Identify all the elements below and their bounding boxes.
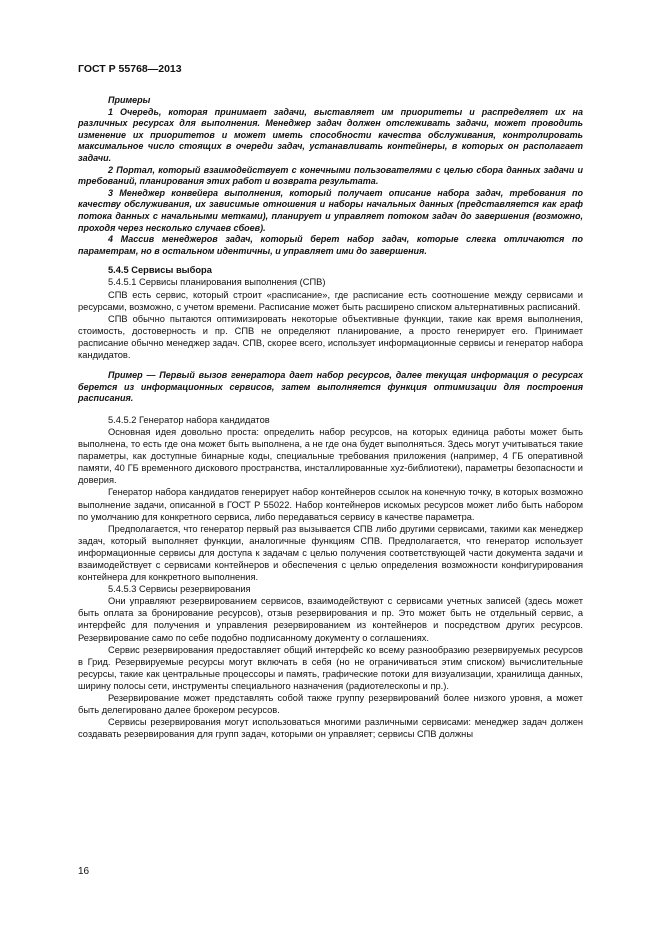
example-item: 1 Очередь, которая принимает задачи, выставляет им приоритеты и распределяет их на различных ресурсах для выполнения. Менеджер задач должен отслеживать задачи, может проводить изменение их приоритетов и может иметь способности качества обслуживания, контролировать максимальное число стоящих в очереди задач, устанавливать контейнеры, в которых он располагает задачи. <box>78 106 583 163</box>
paragraph: Предполагается, что генератор первый раз вызывается СПВ либо другими сервисами, такими как менеджер задач, который выполняет функции, аналогичные функциям СПВ. Предполагается, что генератор использует информационные сервисы для доступа к задачам с целью получения соответствующей части документа задачи и взаимодействует с сервисами контейнеров и обеспечения с целью определения возможности конфигурирования контейнера для конкретного выполнения. <box>78 523 583 583</box>
example-item: 3 Менеджер конвейера выполнения, который получает описание набора задач, требования по качеству обслуживания, их зависимые отношения и наборы начальных данных (представляется как граф потока данных с начальными метками), планирует и управляет потоком задач до завершения (возможно, проходя через несколько случаев сбоев). <box>78 187 583 233</box>
paragraph: Резервирование может представлять собой также группу резервирований более низкого уровня, а может быть делегировано далее брокером ресурсов. <box>78 693 583 716</box>
examples-title: Примеры <box>108 95 151 105</box>
paragraph: СПВ обычно пытаются оптимизировать некоторые объективные функции, такие как время выполнения, стоимость, достоверность и пр. СПВ не определяют планирование, а просто генерирует его. Принимает расписание обычно менеджер задач. СПВ, скорее всего, использует информационные сервисы и генератор набора кандидатов. <box>78 313 583 360</box>
subsection-heading-5-4-5-1: 5.4.5.1 Сервисы планирования выполнения (СПВ) <box>108 277 326 288</box>
subsection-heading-5-4-5-2: 5.4.5.2 Генератор набора кандидатов <box>108 414 270 425</box>
paragraph: Сервисы резервирования могут использоваться многими различными сервисами: менеджер задач должен создавать резервирования для групп задач, которыми он управляет; сервисы СПВ должны <box>78 717 583 740</box>
page-content <box>78 95 583 740</box>
paragraph: Они управляют резервированием сервисов, взаимодействуют с сервисами учетных записей (здесь может быть оплата за бронирование ресурсов), отзыв резервирования и пр. Это может быть не отдельный сервис, а интерфейс для получения и управления резервированием из контейнеров и посредством других ресурсов. Резервирование само по себе подобно подписанному документу о соглашениях. <box>78 596 583 643</box>
document-code: ГОСТ Р 55768—2013 <box>78 63 182 75</box>
page-number: 16 <box>78 866 90 877</box>
paragraph: Сервис резервирования предоставляет общий интерфейс ко всему разнообразию резервируемых ресурсов в Грид. Резервируемые ресурсы могут включать в себя (но не ограничиваться этим списком) вычислительные ресурсы, такие как центральные процессоры и память, графические потоки для визуализации, хранилища данных, ширину полосы сети, инструменты специального назначения (радиотелескопы и пр.). <box>78 644 583 691</box>
examples-block <box>78 95 583 257</box>
example-item: 4 Массив менеджеров задач, который берет набор задач, которые слегка отличаются по параметрам, но в остальном идентичны, и управляет ими до завершения. <box>78 234 583 256</box>
paragraph: Генератор набора кандидатов генерирует набор контейнеров ссылок на конечную точку, в которых возможно выполнение задачи, описанной в ГОСТ Р 55022. Набор контейнеров искомых ресурсов может либо быть набором по умолчанию для конкретного сервиса, либо передаваться сервису в качестве параметра. <box>78 487 583 522</box>
section-heading-5-4-5: 5.4.5 Сервисы выбора <box>108 265 212 276</box>
subsection-heading-5-4-5-3: 5.4.5.3 Сервисы резервирования <box>108 584 251 595</box>
paragraph: СПВ есть сервис, который строит «расписание», где расписание есть соотношение между сервисами и ресурсами, возможно, с учетом времени. Расписание может быть расширено списком альтернативных расписаний. <box>78 289 583 312</box>
example-note: Пример — Первый вызов генератора дает набор ресурсов, далее текущая информация о ресурсах берется из информационных сервисов, затем выполняется функция оптимизации для построения расписания. <box>78 370 583 404</box>
example-item: 2 Портал, который взаимодействует с конечными пользователями с целью сбора данных задачи и требований, планирования этих работ и возврата результата. <box>78 164 583 187</box>
paragraph: Основная идея довольно проста: определить набор ресурсов, на которых единица работы может быть выполнена, то есть где она может быть выполнена, а не где она будет выполняться. Здесь могут учитываться такие параметры, как доступные бинарные коды, специальные требования приложения (например, 4 ГБ оперативной памяти, 40 ГБ временного дискового пространства, инсталлированные xyz-библиотеки), параметры безопасности и доверия. <box>78 426 583 486</box>
